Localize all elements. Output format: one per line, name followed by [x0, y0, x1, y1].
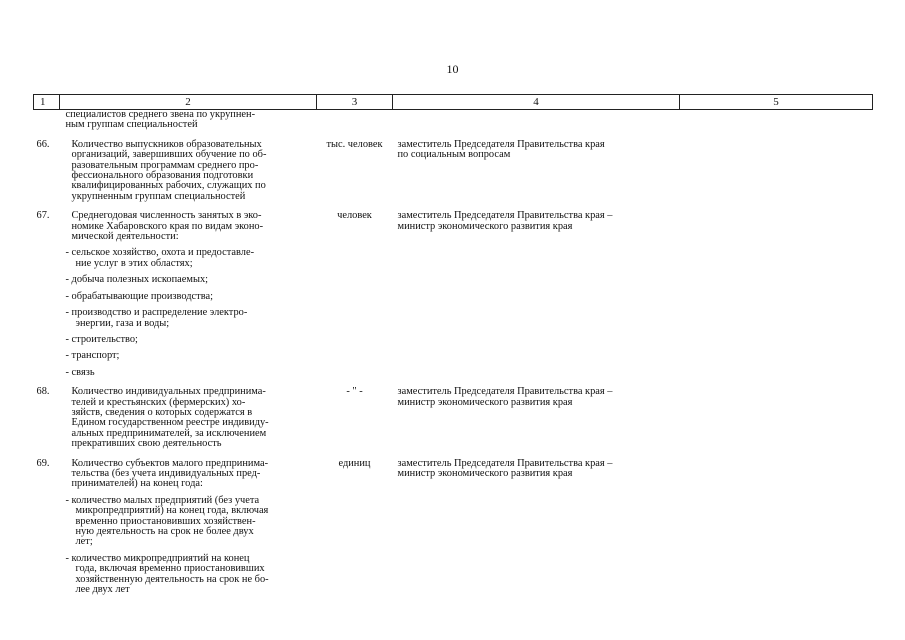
text-line: укрупненным группам специальностей	[71, 190, 246, 202]
table-subrow	[34, 548, 873, 596]
table-row	[34, 378, 873, 449]
row-col-5	[680, 450, 873, 490]
text-line: разовательным программам среднего про-	[71, 159, 259, 171]
text-line: заместитель Председателя Правительства края –	[397, 457, 613, 469]
text-line: прекративших свою деятельность	[71, 438, 222, 450]
text-line: ную деятельность на срок не более двух	[75, 526, 254, 537]
text-line: - добыча полезных ископаемых;	[65, 274, 209, 286]
table-subrow	[34, 286, 873, 302]
text-line: мической деятельности:	[71, 231, 179, 243]
text-line: - производство и распределение электро-	[65, 307, 248, 319]
text-line: - сельское хозяйство, охота и предоставле-	[65, 247, 255, 259]
subitem	[60, 269, 317, 285]
text-line: Количество субъектов малого предпринима-	[71, 457, 269, 469]
table-subrow	[34, 269, 873, 285]
row-description	[60, 202, 317, 242]
text-line: года, включая временно приостановивших	[75, 563, 265, 575]
row-responsible	[393, 202, 680, 242]
table-subrow	[34, 345, 873, 361]
text-line: - связь	[65, 366, 95, 378]
table-row	[34, 450, 873, 490]
text-line: министр экономического развития края	[397, 396, 573, 408]
text-line: - транспорт;	[65, 350, 120, 362]
text-line: - обрабатывающие производства;	[65, 290, 213, 302]
row-col-5	[680, 131, 873, 202]
table-subrow	[34, 362, 873, 378]
page-number: 10	[446, 62, 459, 76]
header-col-5: 5	[680, 95, 873, 110]
carryover-text	[60, 110, 317, 131]
text-line: заместитель Председателя Правительства края –	[397, 386, 613, 398]
subitem	[60, 362, 317, 378]
row-unit: человек	[337, 210, 372, 222]
indicators-table	[33, 94, 873, 595]
header-row	[34, 95, 873, 110]
text-line: Среднегодовая численность занятых в эко-	[71, 210, 262, 222]
row-col-5	[680, 378, 873, 449]
text-line: принимателей) на конец года:	[71, 478, 203, 490]
table-subrow	[34, 302, 873, 329]
text-line: специалистов среднего звена по укрупнен-	[65, 109, 256, 120]
row-description	[60, 131, 317, 202]
text-line: - количество малых предприятий (без учета	[65, 494, 260, 506]
text-line: ным группам специальностей	[65, 119, 198, 131]
table-row	[34, 131, 873, 202]
table-subrow	[34, 490, 873, 548]
text-line: тельства (без учета индивидуальных пред-	[71, 467, 261, 479]
row-number: 68.	[36, 386, 50, 398]
row-unit: тыс. человек	[326, 138, 383, 150]
row-col-5	[680, 202, 873, 242]
row-number: 67.	[36, 210, 50, 222]
row-responsible	[393, 131, 680, 202]
row-responsible	[393, 378, 680, 449]
subitem	[60, 548, 317, 596]
text-line: энергии, газа и воды;	[75, 317, 170, 329]
text-line: номике Хабаровского края по видам эконо-	[71, 220, 264, 232]
table-row-carryover	[34, 110, 873, 131]
table-row	[34, 202, 873, 242]
text-line: - количество микропредприятий на конец	[65, 552, 250, 564]
row-description	[60, 450, 317, 490]
header-col-4: 4	[393, 95, 680, 110]
text-line: Едином государственном реестре индивиду-	[71, 417, 269, 429]
subitem	[60, 345, 317, 361]
header-col-1: 1	[34, 95, 60, 110]
text-line: квалифицированных рабочих, служащих по	[71, 180, 266, 192]
row-responsible	[393, 450, 680, 490]
text-line: микропредприятий) на конец года, включая	[75, 505, 269, 517]
row-number: 69.	[36, 457, 50, 469]
subitem	[60, 329, 317, 345]
header-col-2: 2	[60, 95, 317, 110]
text-line: организаций, завершивших обучение по об-	[71, 149, 267, 161]
subitem	[60, 302, 317, 329]
text-line: заместитель Председателя Правительства края –	[397, 210, 613, 222]
row-description	[60, 378, 317, 449]
text-line: по социальным вопросам	[397, 149, 511, 161]
text-line: министр экономического развития края	[397, 467, 573, 479]
subitem	[60, 490, 317, 548]
table-subrow	[34, 242, 873, 269]
subitem	[60, 286, 317, 302]
subitem	[60, 242, 317, 269]
text-line: министр экономического развития края	[397, 220, 573, 232]
text-line: лет;	[75, 536, 93, 548]
text-line: зяйств, сведения о которых содержатся в	[71, 406, 253, 418]
text-line: фессионального образования подготовки	[71, 170, 254, 182]
text-line: заместитель Председателя Правительства края	[397, 138, 605, 150]
row-unit: - " -	[346, 386, 363, 398]
text-line: ние услуг в этих областях;	[75, 257, 193, 269]
text-line: Количество индивидуальных предпринима-	[71, 386, 266, 398]
text-line: Количество выпускников образовательных	[71, 138, 262, 150]
text-line: телей и крестьянских (фермерских) хо-	[71, 396, 246, 408]
row-unit: единиц	[338, 457, 371, 469]
text-line: - строительство;	[65, 333, 138, 345]
row-number: 66.	[36, 138, 50, 150]
text-line: временно приостановивших хозяйствен-	[75, 515, 256, 527]
header-col-3: 3	[317, 95, 393, 110]
table-subrow	[34, 329, 873, 345]
text-line: альных предпринимателей, за исключением	[71, 427, 267, 439]
text-line: хозяйственную деятельность на срок не бо-	[75, 573, 269, 585]
text-line: лее двух лет	[75, 584, 130, 596]
